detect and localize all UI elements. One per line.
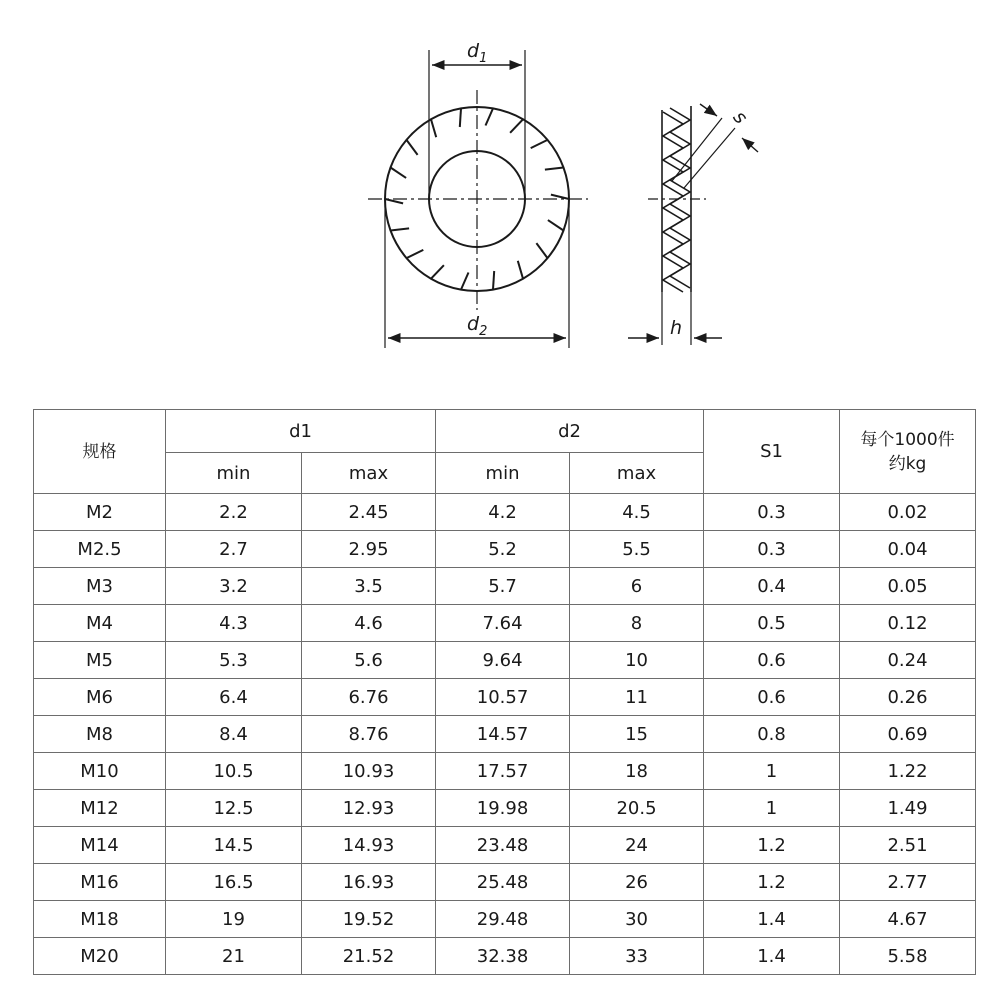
cell-d2-max: 11 — [570, 679, 704, 716]
tooth-slot — [545, 168, 564, 170]
table-row — [34, 494, 976, 531]
washer-technical-drawing — [0, 0, 1000, 400]
table-row — [34, 753, 976, 790]
cell-weight: 0.26 — [840, 679, 976, 716]
cell-s1: 0.5 — [704, 605, 840, 642]
tooth-slot — [431, 265, 444, 279]
header-d1-max: max — [302, 453, 436, 494]
cell-d1-min: 10.5 — [166, 753, 302, 790]
cell-s1: 1.2 — [704, 864, 840, 901]
cell-d1-min: 14.5 — [166, 827, 302, 864]
cell-d2-min: 14.57 — [436, 716, 570, 753]
header-d2-max: max — [570, 453, 704, 494]
cell-weight: 0.24 — [840, 642, 976, 679]
cell-d1-min: 19 — [166, 901, 302, 938]
tooth-slot — [531, 140, 548, 148]
cell-spec: M2.5 — [34, 531, 166, 568]
header-d1-min: min — [166, 453, 302, 494]
washer-side-view — [628, 104, 758, 345]
cell-d1-min: 2.2 — [166, 494, 302, 531]
cell-s1: 1 — [704, 790, 840, 827]
cell-d2-max: 5.5 — [570, 531, 704, 568]
tooth-slot — [431, 119, 436, 137]
cell-d1-max: 5.6 — [302, 642, 436, 679]
table-row — [34, 790, 976, 827]
cell-weight: 2.51 — [840, 827, 976, 864]
cell-weight: 1.49 — [840, 790, 976, 827]
cell-d2-min: 25.48 — [436, 864, 570, 901]
cell-spec: M12 — [34, 790, 166, 827]
header-s1: S1 — [704, 410, 840, 494]
cell-d2-min: 19.98 — [436, 790, 570, 827]
cell-weight: 4.67 — [840, 901, 976, 938]
cell-d2-min: 5.7 — [436, 568, 570, 605]
cell-d2-min: 17.57 — [436, 753, 570, 790]
cell-d2-max: 15 — [570, 716, 704, 753]
cell-s1: 1.4 — [704, 901, 840, 938]
cell-spec: M16 — [34, 864, 166, 901]
cell-d1-max: 12.93 — [302, 790, 436, 827]
cell-spec: M3 — [34, 568, 166, 605]
cell-d1-min: 16.5 — [166, 864, 302, 901]
tooth-slot — [493, 271, 494, 290]
cell-d2-max: 8 — [570, 605, 704, 642]
cell-s1: 0.3 — [704, 531, 840, 568]
tooth-slot — [391, 168, 407, 178]
cell-spec: M2 — [34, 494, 166, 531]
cell-d2-min: 29.48 — [436, 901, 570, 938]
cell-d2-max: 24 — [570, 827, 704, 864]
cell-d1-max: 2.45 — [302, 494, 436, 531]
cell-d2-max: 4.5 — [570, 494, 704, 531]
cell-weight: 0.02 — [840, 494, 976, 531]
cell-s1: 0.3 — [704, 494, 840, 531]
tooth-slot — [407, 140, 418, 155]
cell-d2-max: 20.5 — [570, 790, 704, 827]
header-weight-line1: 每个1000件 — [860, 429, 955, 450]
cell-d1-min: 21 — [166, 938, 302, 975]
cell-s1: 0.4 — [704, 568, 840, 605]
cell-d1-min: 8.4 — [166, 716, 302, 753]
table-row — [34, 827, 976, 864]
header-d2: d2 — [436, 410, 704, 453]
cell-d1-max: 21.52 — [302, 938, 436, 975]
tooth-slot — [510, 119, 523, 133]
tooth-slot — [391, 228, 410, 230]
tooth-slot — [518, 261, 523, 279]
cell-weight: 5.58 — [840, 938, 976, 975]
cell-s1: 1.4 — [704, 938, 840, 975]
table-row — [34, 568, 976, 605]
table-row — [34, 901, 976, 938]
cell-d2-min: 5.2 — [436, 531, 570, 568]
tooth-slot — [536, 243, 547, 258]
table-row — [34, 938, 976, 975]
tooth-slot — [385, 199, 403, 203]
tooth-slot — [461, 273, 469, 290]
cell-spec: M20 — [34, 938, 166, 975]
cell-d1-min: 12.5 — [166, 790, 302, 827]
washer-front-view — [368, 50, 588, 348]
s-dimension-line-2 — [742, 138, 758, 152]
tooth-slot — [551, 195, 569, 199]
cell-s1: 0.6 — [704, 679, 840, 716]
cell-spec: M4 — [34, 605, 166, 642]
header-d2-min: min — [436, 453, 570, 494]
tooth-slot — [486, 108, 494, 125]
side-zigzag-right — [670, 108, 690, 288]
cell-d1-max: 2.95 — [302, 531, 436, 568]
table-row — [34, 864, 976, 901]
header-weight-line2: 约kg — [888, 453, 927, 474]
cell-spec: M14 — [34, 827, 166, 864]
table-row — [34, 531, 976, 568]
cell-d2-min: 9.64 — [436, 642, 570, 679]
table-row — [34, 642, 976, 679]
cell-d1-max: 10.93 — [302, 753, 436, 790]
cell-d1-min: 2.7 — [166, 531, 302, 568]
cell-d1-max: 4.6 — [302, 605, 436, 642]
cell-spec: M18 — [34, 901, 166, 938]
cell-d2-min: 32.38 — [436, 938, 570, 975]
cell-d2-max: 33 — [570, 938, 704, 975]
cell-weight: 0.12 — [840, 605, 976, 642]
header-spec: 规格 — [34, 410, 166, 494]
cell-s1: 1.2 — [704, 827, 840, 864]
cell-d2-min: 10.57 — [436, 679, 570, 716]
cell-d2-min: 4.2 — [436, 494, 570, 531]
cell-d1-min: 4.3 — [166, 605, 302, 642]
cell-d2-max: 10 — [570, 642, 704, 679]
cell-d2-min: 23.48 — [436, 827, 570, 864]
d1-label: $d_1$ — [467, 40, 488, 66]
h-label: h — [670, 317, 683, 339]
header-weight — [840, 410, 976, 494]
table-row — [34, 716, 976, 753]
header-d1: d1 — [166, 410, 436, 453]
cell-d2-max: 6 — [570, 568, 704, 605]
cell-weight: 2.77 — [840, 864, 976, 901]
cell-d1-max: 19.52 — [302, 901, 436, 938]
s-label: s — [728, 106, 752, 129]
cell-s1: 0.8 — [704, 716, 840, 753]
washer-spec-table — [33, 409, 976, 975]
cell-spec: M10 — [34, 753, 166, 790]
cell-weight: 0.69 — [840, 716, 976, 753]
cell-s1: 0.6 — [704, 642, 840, 679]
d2-label: $d_2$ — [467, 313, 488, 339]
cell-d1-max: 14.93 — [302, 827, 436, 864]
table-row — [34, 679, 976, 716]
cell-d1-max: 6.76 — [302, 679, 436, 716]
cell-d1-min: 3.2 — [166, 568, 302, 605]
cell-weight: 0.04 — [840, 531, 976, 568]
cell-d2-max: 30 — [570, 901, 704, 938]
cell-weight: 1.22 — [840, 753, 976, 790]
cell-d1-max: 16.93 — [302, 864, 436, 901]
tooth-slot — [407, 250, 424, 258]
cell-spec: M8 — [34, 716, 166, 753]
tooth-slot — [548, 220, 564, 230]
cell-d2-min: 7.64 — [436, 605, 570, 642]
cell-d1-max: 3.5 — [302, 568, 436, 605]
cell-d1-max: 8.76 — [302, 716, 436, 753]
cell-s1: 1 — [704, 753, 840, 790]
tooth-slot — [460, 108, 461, 127]
cell-d1-min: 6.4 — [166, 679, 302, 716]
cell-weight: 0.05 — [840, 568, 976, 605]
table-row — [34, 605, 976, 642]
cell-spec: M6 — [34, 679, 166, 716]
cell-spec: M5 — [34, 642, 166, 679]
spec-table-body — [34, 494, 976, 975]
cell-d2-max: 18 — [570, 753, 704, 790]
cell-d1-min: 5.3 — [166, 642, 302, 679]
cell-d2-max: 26 — [570, 864, 704, 901]
s-dimension-line — [700, 104, 717, 116]
